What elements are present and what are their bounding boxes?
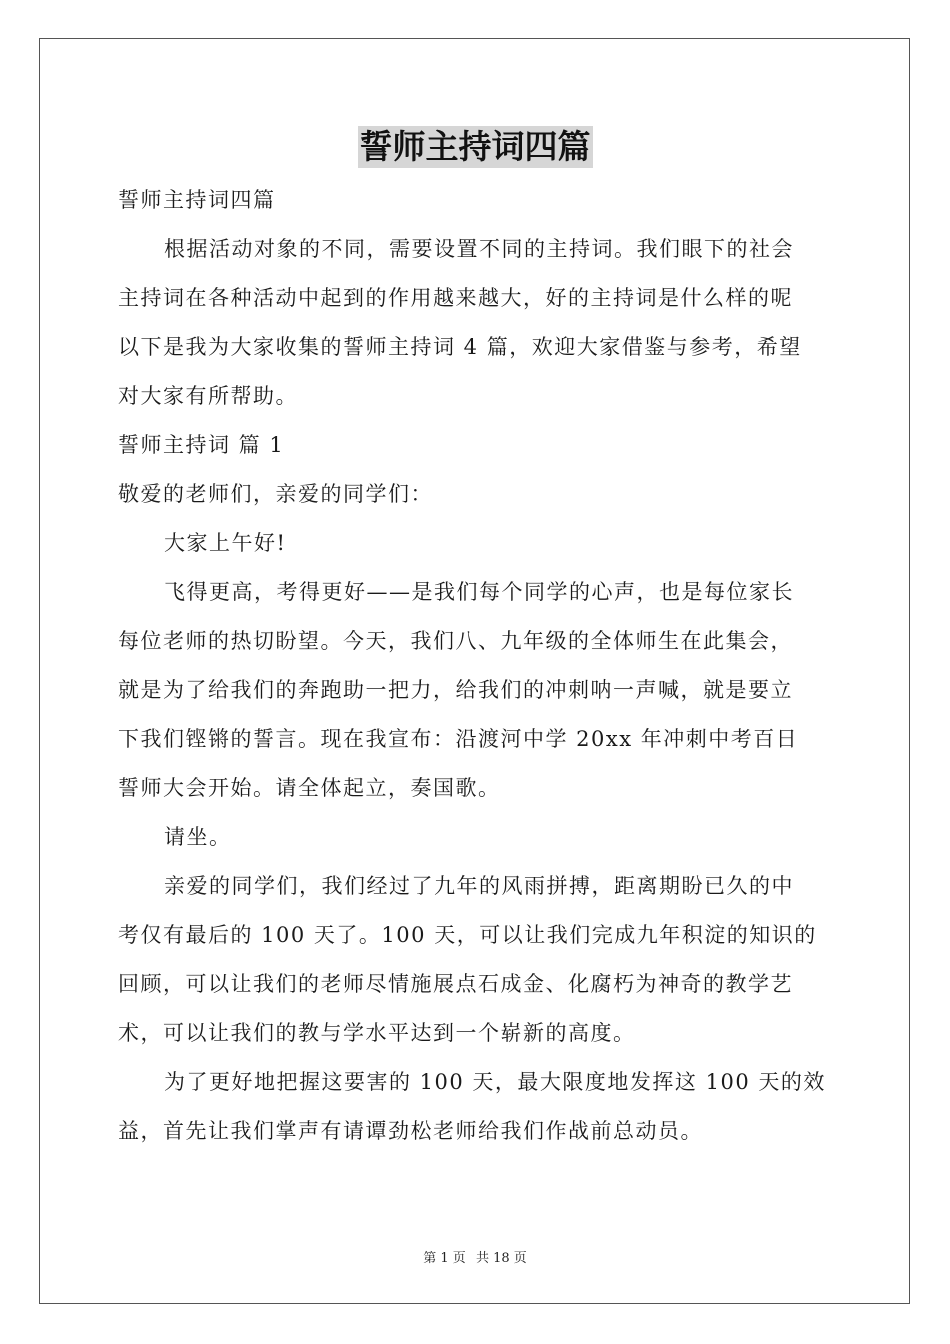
text-line: 考仅有最后的 100 天了。100 天，可以让我们完成九年积淀的知识的 — [118, 923, 817, 947]
page-footer — [0, 1247, 950, 1266]
text-line: 飞得更高，考得更好——是我们每个同学的心声，也是每位家长 — [164, 580, 794, 604]
text-line: 回顾，可以让我们的老师尽情施展点石成金、化腐朽为神奇的教学艺 — [118, 972, 793, 996]
title-container — [0, 126, 950, 168]
text-line: 为了更好地把握这要害的 100 天，最大限度地发挥这 100 天的效 — [164, 1070, 826, 1094]
text-line: 以下是我为大家收集的誓师主持词 4 篇，欢迎大家借鉴与参考，希望 — [118, 335, 802, 359]
document-body — [118, 176, 834, 1156]
document-title: 誓师主持词四篇 — [359, 127, 591, 166]
page-total: 共 18 页 — [475, 1251, 527, 1266]
text-line: 对大家有所帮助。 — [118, 384, 298, 408]
text-line: 术，可以让我们的教与学水平达到一个崭新的高度。 — [118, 1021, 636, 1045]
text-line: 根据活动对象的不同，需要设置不同的主持词。我们眼下的社会 — [164, 237, 794, 261]
text-line: 下我们铿锵的誓言。现在我宣布：沿渡河中学 20xx 年冲刺中考百日 — [118, 727, 799, 751]
text-line: 每位老师的热切盼望。今天，我们八、九年级的全体师生在此集会， — [118, 629, 793, 653]
text-line: 主持词在各种活动中起到的作用越来越大，好的主持词是什么样的呢 — [118, 286, 793, 310]
text-line: 请坐。 — [164, 825, 232, 849]
text-line: 誓师主持词四篇 — [118, 188, 276, 212]
page-number: 第 1 页 — [423, 1251, 466, 1266]
text-line: 益，首先让我们掌声有请谭劲松老师给我们作战前总动员。 — [118, 1119, 703, 1143]
text-line: 就是为了给我们的奔跑助一把力，给我们的冲刺呐一声喊，就是要立 — [118, 678, 793, 702]
text-line: 敬爱的老师们，亲爱的同学们： — [118, 482, 433, 506]
text-line: 亲爱的同学们，我们经过了九年的风雨拼搏，距离期盼已久的中 — [164, 874, 794, 898]
section-heading: 誓师主持词 篇 1 — [118, 433, 285, 457]
text-line: 誓师大会开始。请全体起立，奏国歌。 — [118, 776, 501, 800]
text-line: 大家上午好! — [164, 531, 287, 555]
